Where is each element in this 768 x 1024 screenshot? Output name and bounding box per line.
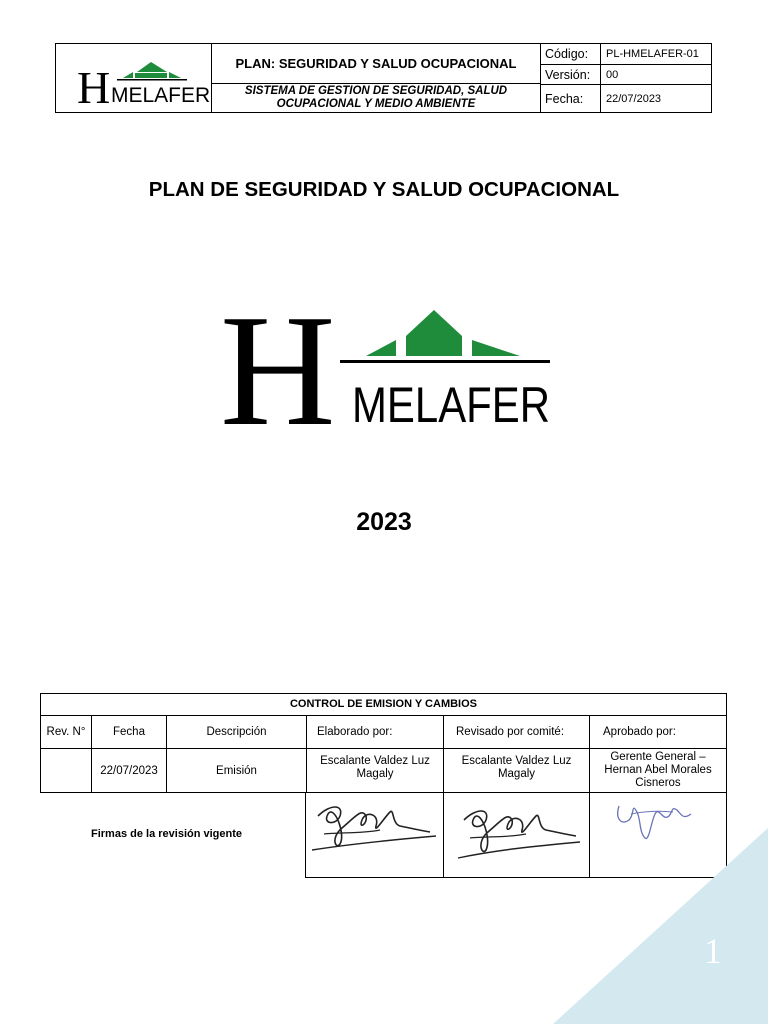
col-header-aprobado: Aprobado por: xyxy=(603,725,676,738)
corner-decoration xyxy=(553,828,768,1024)
cell-aprobado: Gerente General – Hernan Abel Morales Cisneros xyxy=(604,751,712,789)
col-header-descripcion: Descripción xyxy=(206,725,267,738)
cell-fecha: 22/07/2023 xyxy=(100,764,158,777)
fecha-value: 22/07/2023 xyxy=(606,92,662,105)
system-line-2: OCUPACIONAL Y MEDIO AMBIENTE xyxy=(276,98,476,110)
system-line-1: SISTEMA DE GESTION DE SEGURIDAD, SALUD xyxy=(244,85,508,97)
header-system-title xyxy=(212,84,540,112)
page-number: 1 xyxy=(704,931,722,971)
col-header-rev: Rev. N° xyxy=(46,725,86,738)
col-header-fecha: Fecha xyxy=(113,725,145,738)
control-table xyxy=(40,693,727,793)
fecha-label: Fecha: xyxy=(540,85,601,112)
header-plan-title: PLAN: SEGURIDAD Y SALUD OCUPACIONAL xyxy=(212,44,540,84)
codigo-value: PL-HMELAFER-01 xyxy=(601,44,712,65)
header-logo xyxy=(77,60,211,113)
cell-descripcion: Emisión xyxy=(216,764,257,777)
svg-text:H: H xyxy=(77,62,111,113)
col-header-elaborado: Elaborado por: xyxy=(317,725,393,738)
cell-elaborado: Escalante Valdez Luz Magaly xyxy=(320,755,430,780)
control-table-title: CONTROL DE EMISION Y CAMBIOS xyxy=(41,694,726,716)
signature-elaborado xyxy=(310,794,440,856)
svg-text:H: H xyxy=(220,281,336,459)
svg-text:MELAFER: MELAFER xyxy=(111,84,211,107)
company-logo xyxy=(220,281,555,459)
cell-revisado: Escalante Valdez Luz Magaly xyxy=(461,755,572,780)
codigo-label: Código: xyxy=(540,44,601,65)
cell-rev xyxy=(41,749,91,793)
version-value: 00 xyxy=(601,65,712,85)
svg-text:MELAFER: MELAFER xyxy=(352,377,550,433)
signatures-label: Firmas de la revisión vigente xyxy=(91,828,243,840)
document-year: 2023 xyxy=(356,508,412,536)
col-header-revisado: Revisado por comité: xyxy=(456,725,565,738)
document-title: PLAN DE SEGURIDAD Y SALUD OCUPACIONAL xyxy=(148,178,620,201)
version-label: Versión: xyxy=(540,65,601,85)
